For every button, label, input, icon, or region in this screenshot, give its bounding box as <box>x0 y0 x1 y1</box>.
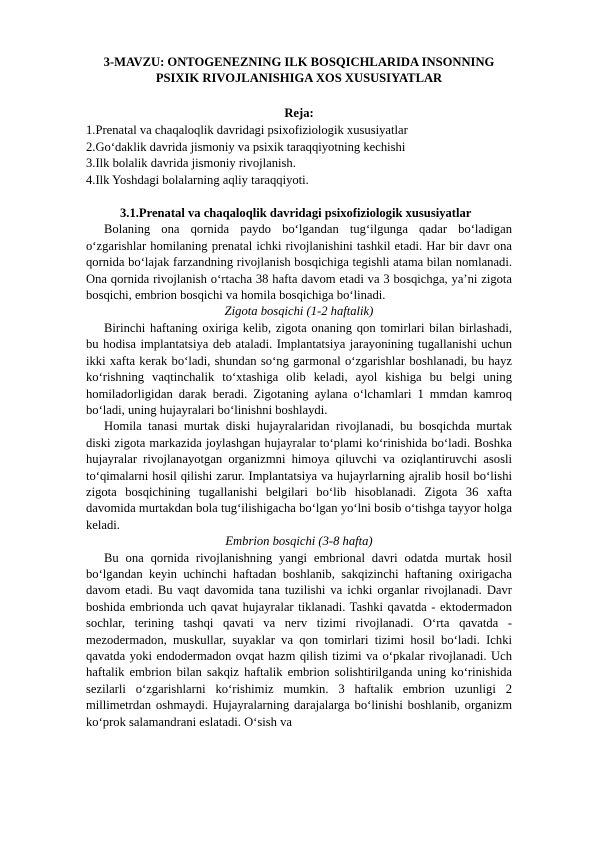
zigota-paragraph-1: Birinchi haftaning oxiriga kelib, zigota onaning qon tomirlari bilan birlashadi, bu hodisa implantatsiya deb ataladi. Implantatsiya jarayonining tugallanishi uchun ikki xafta kerak bo‘ladi, shundan so‘ng garmonal o‘zgarishlar boshlanadi, bu hayz ko‘rishning vaqtinchalik to‘xtashiga olib keladi, ayol kishiga bu belgi uning homiladorligidan darak beradi. Zigotaning aylana o‘lchamlari 1 mmdan kamroq bo‘ladi, uning hujayralari bo‘linishni boshlaydi. <box>86 320 512 417</box>
plan-heading: Reja: <box>284 106 314 120</box>
embrion-subheading: Embrion bosqichi (3-8 hafta) <box>225 534 373 549</box>
zigota-subheading: Zigota bosqichi (1-2 haftalik) <box>224 304 374 319</box>
plan-item: 2.Go‘daklik davrida jismoniy va psixik taraqqiyotning kechishi <box>86 139 406 154</box>
embrion-paragraph-1: Bu ona qornida rivojlanishning yangi embrional davri odatda murtak hosil bo‘lgandan keyin uchinchi haftadan boshlanib, sakqizinchi haftaning oxirigacha davom etadi. Bu vaqt davomida tana tuzilishi va ichki organlar rivojlanadi. Davr boshida embrionda uch qavat hujayralar tiklanadi. Tashki qavatda - ektodermadon sochlar, terining tashqi qavati va nerv tizimi rivojlanadi. O‘rta qavatda - mezodermadon, muskullar, suyaklar va qon tomirlari tizimi hosil bo‘ladi. Ichki qavatda yoki endodermadon ovqat hazm qilish tizimi va o‘pkalar rivojlanadi. Uch haftalik embrion bilan sakqiz haftalik embrion solishtirilganda uning ko‘rinishida sezilarli o‘zgarishlarni ko‘rishimiz mumkin. 3 haftalik embrion uzunligi 2 millimetrdan oshmaydi. Hujayralarning darajalarga bo‘linishi boshlanib, organizm ko‘prok salamandrani eslatadi. O‘sish va <box>86 550 512 729</box>
plan-item: 3.Ilk bolalik davrida jismoniy rivojlanish. <box>86 156 296 171</box>
plan-list <box>86 122 512 188</box>
section-heading: 3.1.Prenatal va chaqaloqlik davridagi psixofiziologik xususiyatlar <box>120 206 472 221</box>
plan-item: 1.Prenatal va chaqaloqlik davridagi psixofiziologik xususiyatlar <box>86 123 408 138</box>
plan-item: 4.Ilk Yoshdagi bolalarning aqliy taraqqiyoti. <box>86 172 309 187</box>
zigota-paragraph-2: Homila tanasi murtak diski hujayralaridan rivojlanadi, bu bosqichda murtak diski zigota markazida joylashgan hujayralar to‘plami ko‘rinishida bo‘ladi. Boshka hujayralar rivojlanayotgan organizmni himoya qiluvchi va oziqlantiruvchi asosli to‘qimalarni hosil qilishi zarur. Implantatsiya va hujayrlarning ajralib hosil bo‘lishi zigota bosqichining tugallanishi belgilari bo‘lib hisoblanadi. Zigota 36 xafta davomida murtakdan bola tug‘ilishigacha bo‘lgan yo‘lni bosib o‘tishga tayyor holga keladi. <box>86 419 512 532</box>
section-intro-paragraph: Bolaning ona qornida paydo bo‘lgandan tug‘ilgunga qadar bo‘ladigan o‘zgarishlar homilaning prenatal ichki rivojlanishini tashkil etadi. Har bir davr ona qornida bo‘lajak farzandning rivojlanish bosqichiga tegishli atama bilan nomlanadi. Ona qornida rivojlanish o‘rtacha 38 hafta davom etadi va 3 bosqichga, ya’ni zigota bosqichi, embrion bosqichi va homila bosqichiga bo‘linadi. <box>86 222 512 303</box>
title-line-1: 3-MAVZU: ONTOGENEZNING ILK BOSQICHLARIDA INSONNING <box>103 55 495 69</box>
document-title <box>86 54 512 86</box>
title-line-2: PSIXIK RIVOJLANISHIGA XOS XUSUSIYATLAR <box>155 71 443 85</box>
